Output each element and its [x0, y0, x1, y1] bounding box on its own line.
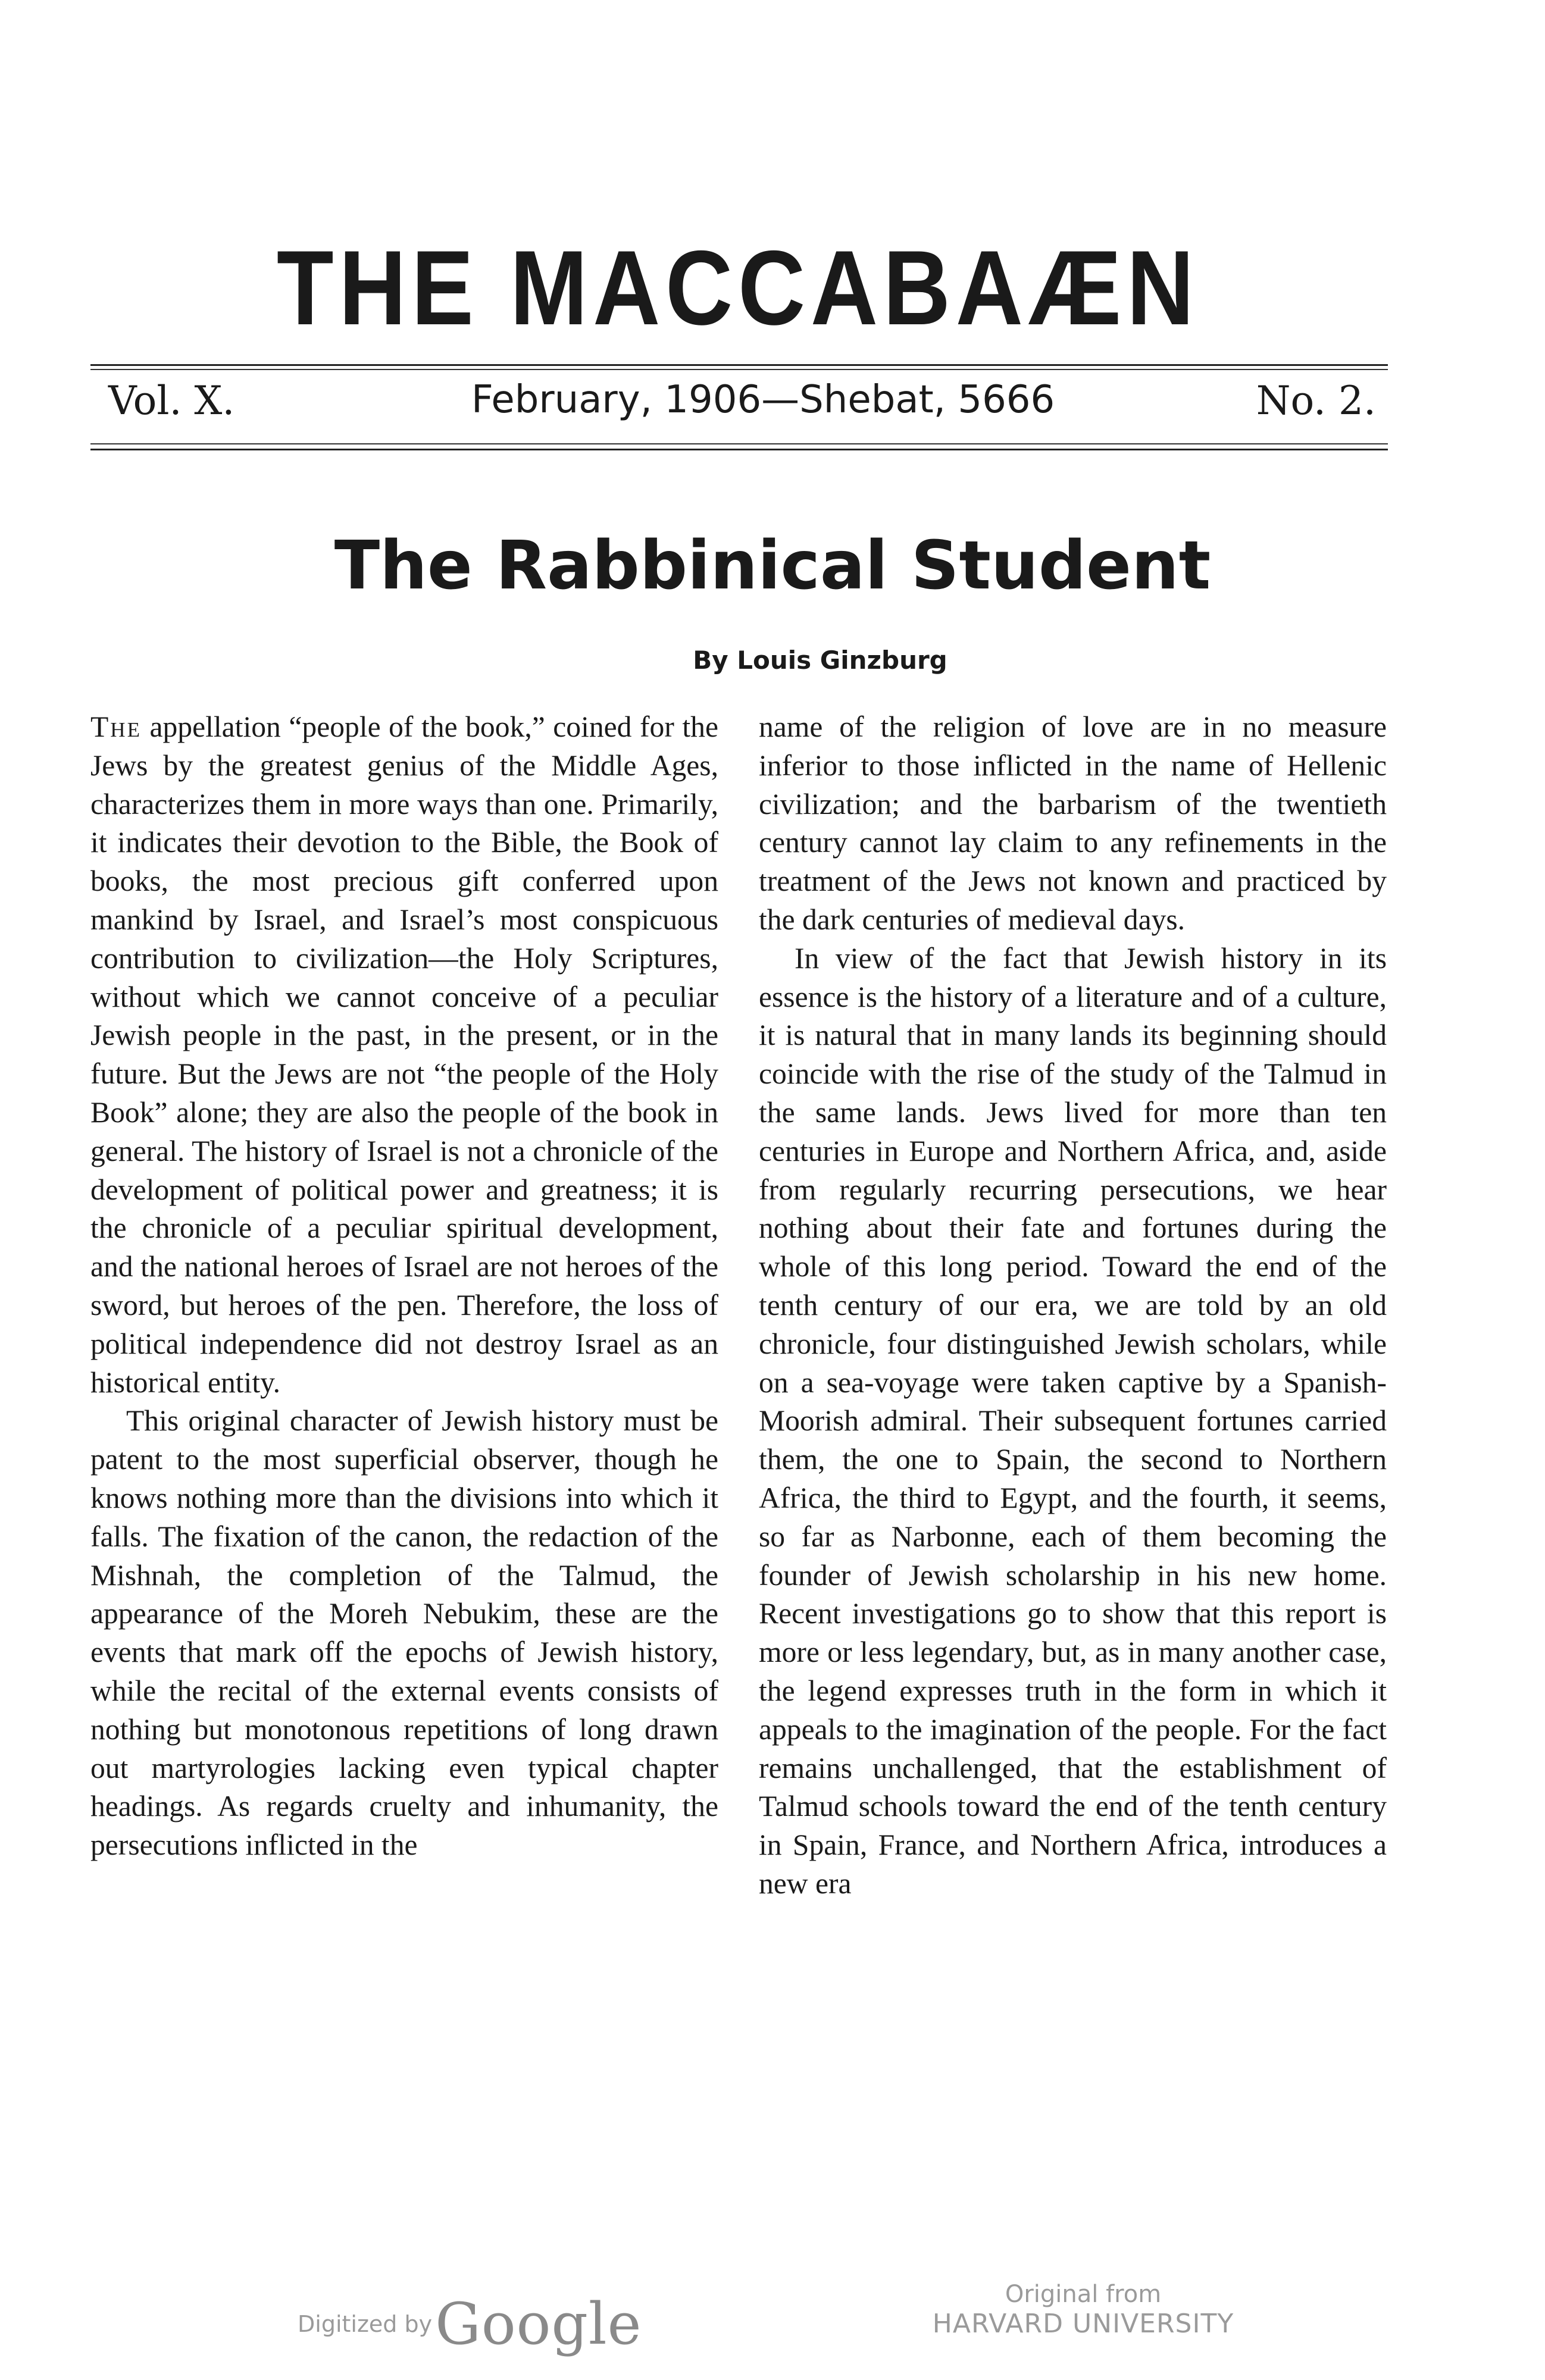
issue-line [90, 378, 1388, 431]
article-title: The Rabbinical Student [334, 527, 1211, 605]
masthead-rule-top-thin [90, 369, 1388, 370]
masthead-title: THE MACCABAÆN [276, 228, 1200, 347]
paragraph: name of the religion of love are in no measure inferior to those inflicted in the name of Hellenic civilization; and the barbarism of the twentieth century cannot lay claim to any refinements in the treatment of the Jews not known and practiced by the dark centuries of medieval days. [759, 710, 1387, 936]
paragraph: In view of the fact that Jewish history in its essence is the history of a literature and of a culture, it is natural that in many lands its beginning should coincide with the rise of the study of the Talmud in the same lands. Jews lived for more than ten centuries in Europe and Northern Africa, and, aside from regularly recurring persecutions, we hear nothing about their fate and fortunes during the whole of this long period. Toward the end of the tenth century of our era, we are told by an old chronicle, four distinguished Jewish scholars, while on a sea-voyage were taken captive by a Spanish-Moorish admiral. Their subsequent fortunes carried them, the one to Spain, the second to Northern Africa, the third to Egypt, and the fourth, it seems, so far as Narbonne, each of them becoming the founder of Jewish scholarship in his new home. Recent investigations go to show that this report is more or less legendary, but, as in many another case, the legend expresses truth in the form in which it appeals to the imagination of the people. For the fact remains unchallenged, that the establishment of Talmud schools toward the end of the tenth century in Spain, France, and Northern Africa, introduces a new era [759, 941, 1387, 1900]
institution-label: HARVARD UNIVERSITY [932, 2309, 1234, 2339]
lead-word: The [90, 710, 142, 743]
issue-date: February, 1906—Shebat, 5666 [471, 378, 1055, 422]
paragraph: This original character of Jewish history must be patent to the most superficial observer, though he knows nothing more than the divisions into which it falls. The fixation of the canon, the redaction of the Mishnah, the completion of the Talmud, the appearance of the Moreh Nebukim, these are the events that mark off the epochs of Jewish history, while the recital of the external events consists of nothing but monotonous repetitions of long drawn out martyrologies lacking even typical chapter headings. As regards cruelty and inhumanity, the persecutions inflicted in the [90, 1404, 718, 1862]
google-logo: Google [435, 2291, 642, 2357]
masthead-rule-top [90, 364, 1388, 366]
issue-number: No. 2. [1256, 378, 1376, 424]
original-from-label: Original from [1005, 2281, 1162, 2308]
digitized-by-watermark [298, 2291, 642, 2357]
paragraph-text: appellation “people of the book,” coined for the Jews by the greatest genius of the Middle Ages, characterizes them in more ways than one. Primarily, it indicates their devotion to the Bible, the Book of books, the most precious gift conferred upon mankind by Israel, and Israel’s most conspicuous contribution to civilization—the Holy Scriptures, without which we cannot conceive of a peculiar Jewish people in the past, in the present, or in the future. But the Jews are not “the people of the Holy Book” alone; they are also the people of the book in general. The history of Israel is not a chronicle of the development of political power and greatness; it is the chronicle of a peculiar spiritual development, and the national heroes of Israel are not heroes of the sword, but heroes of the pen. Therefore, the loss of political independence did not destroy Israel as an historical entity. [90, 710, 718, 1399]
article-column-left [90, 708, 718, 1865]
masthead-rule-bottom [90, 443, 1388, 444]
masthead-rule-bottom-thick [90, 449, 1388, 450]
article-column-right [759, 708, 1387, 1903]
digitized-label: Digitized by [298, 2311, 433, 2337]
volume-label: Vol. X. [108, 378, 235, 424]
paragraph [90, 708, 718, 1402]
article-byline: By Louis Ginzburg [693, 646, 947, 675]
original-from-watermark [928, 2280, 1238, 2340]
